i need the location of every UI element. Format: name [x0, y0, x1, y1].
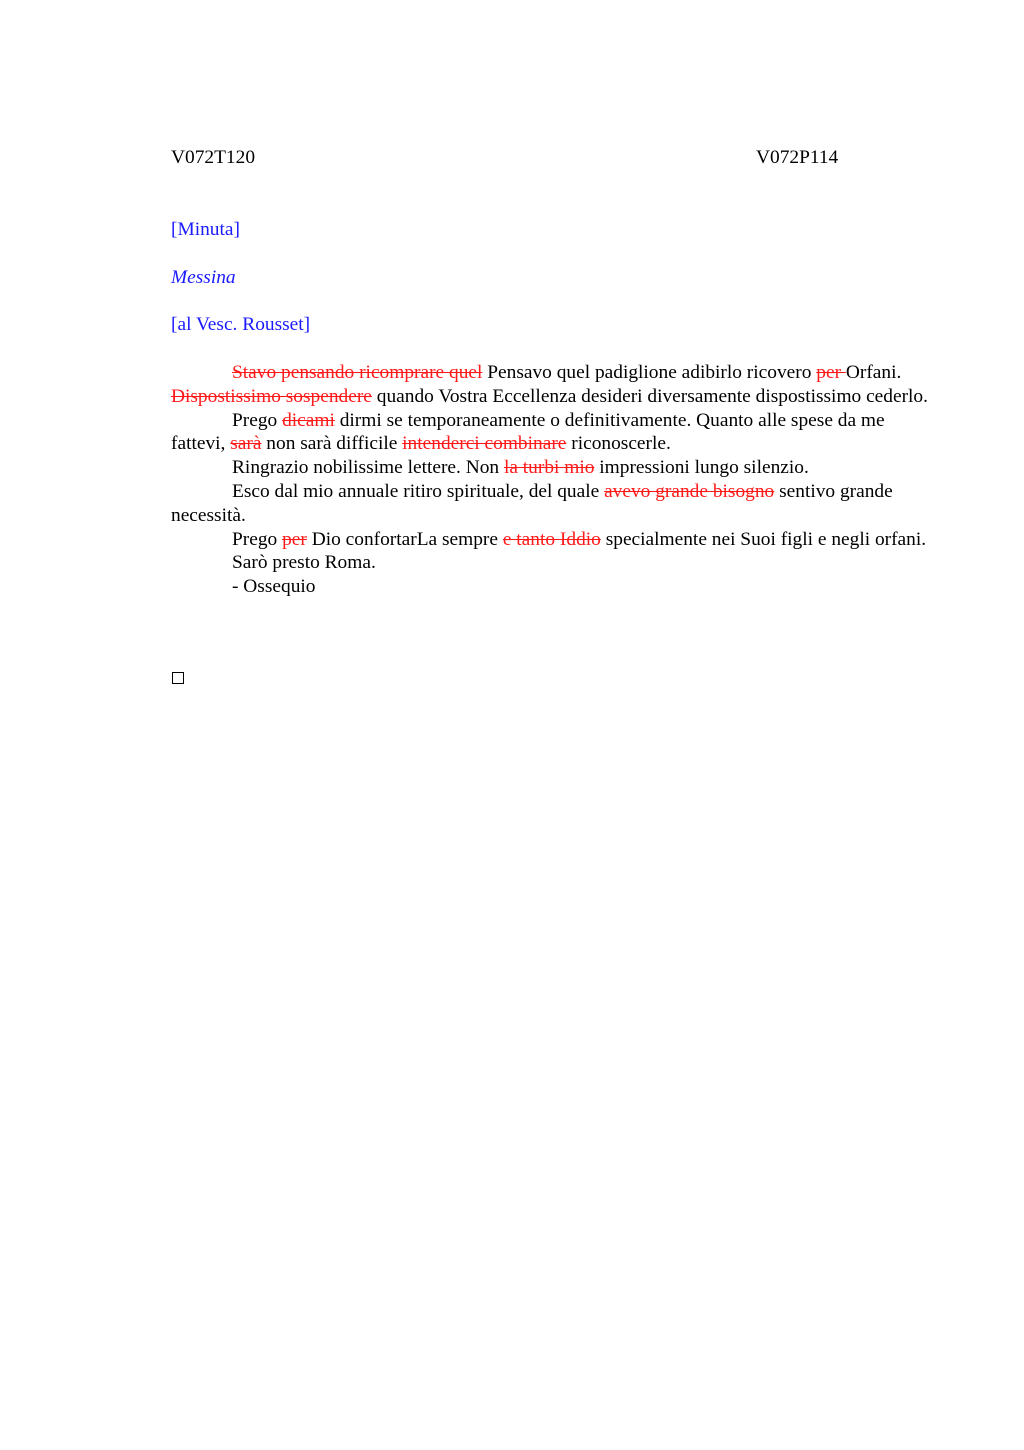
letter-closing — [171, 575, 939, 599]
deleted-text: la turbi mio — [503, 457, 595, 479]
place-label: Messina — [171, 267, 236, 288]
deleted-text: dicami — [282, 409, 335, 431]
deleted-text: per — [816, 362, 846, 383]
letter-text: specialmente nei Suoi figli e negli orfani. — [600, 528, 927, 550]
letter-paragraph-2 — [171, 409, 939, 457]
deleted-text: Stavo pensando ricomprare quel — [232, 362, 483, 383]
letter-text: Esco dal mio annuale ritiro spirituale, del quale — [232, 480, 605, 502]
letter-paragraph-6 — [171, 551, 939, 575]
square-outline-icon — [172, 672, 184, 684]
letter-paragraph-1 — [171, 361, 939, 409]
letter-text: Prego — [232, 528, 283, 550]
document-type-label: [Minuta] — [171, 219, 240, 240]
letter-paragraph-3 — [171, 456, 939, 480]
letter-paragraph-4 — [171, 480, 939, 528]
deleted-text: per — [282, 528, 307, 550]
deleted-text: intenderci combinare — [402, 433, 567, 455]
letter-text: - Ossequio — [232, 576, 316, 598]
letter-text: Pensavo quel padiglione adibirlo ricovero — [482, 362, 817, 383]
document-code-right: V072P114 — [756, 147, 839, 168]
recipient-label: [al Vesc. Rousset] — [171, 314, 311, 335]
letter-text: riconoscerle. — [566, 433, 671, 455]
deleted-text: e tanto Iddio — [502, 528, 601, 550]
document-code-left: V072T120 — [171, 147, 256, 168]
letter-text: impressioni lungo silenzio. — [594, 457, 809, 479]
letter-paragraph-5 — [171, 528, 939, 552]
letter-text: dirmi se temporaneamente o definitivamente. Quanto alle spese da me fattevi, — [171, 409, 885, 455]
letter-text: Orfani. — [845, 362, 902, 383]
letter-text: sentivo grande necessità. — [171, 480, 893, 526]
letter-text: Ringrazio nobilissime lettere. Non — [232, 457, 504, 479]
letter-text: Sarò presto Roma. — [232, 552, 376, 574]
letter-body — [171, 361, 939, 599]
deleted-text: avevo grande bisogno — [604, 480, 775, 502]
deleted-text: sarà — [230, 433, 262, 455]
letter-text: quando Vostra Eccellenza desideri diversamente dispostissimo cederlo. — [371, 385, 928, 407]
letter-text: non sarà difficile — [261, 433, 403, 455]
letter-text: Prego — [232, 409, 283, 431]
deleted-text: Dispostissimo sospendere — [171, 385, 372, 407]
letter-text: Dio confortarLa sempre — [306, 528, 503, 550]
